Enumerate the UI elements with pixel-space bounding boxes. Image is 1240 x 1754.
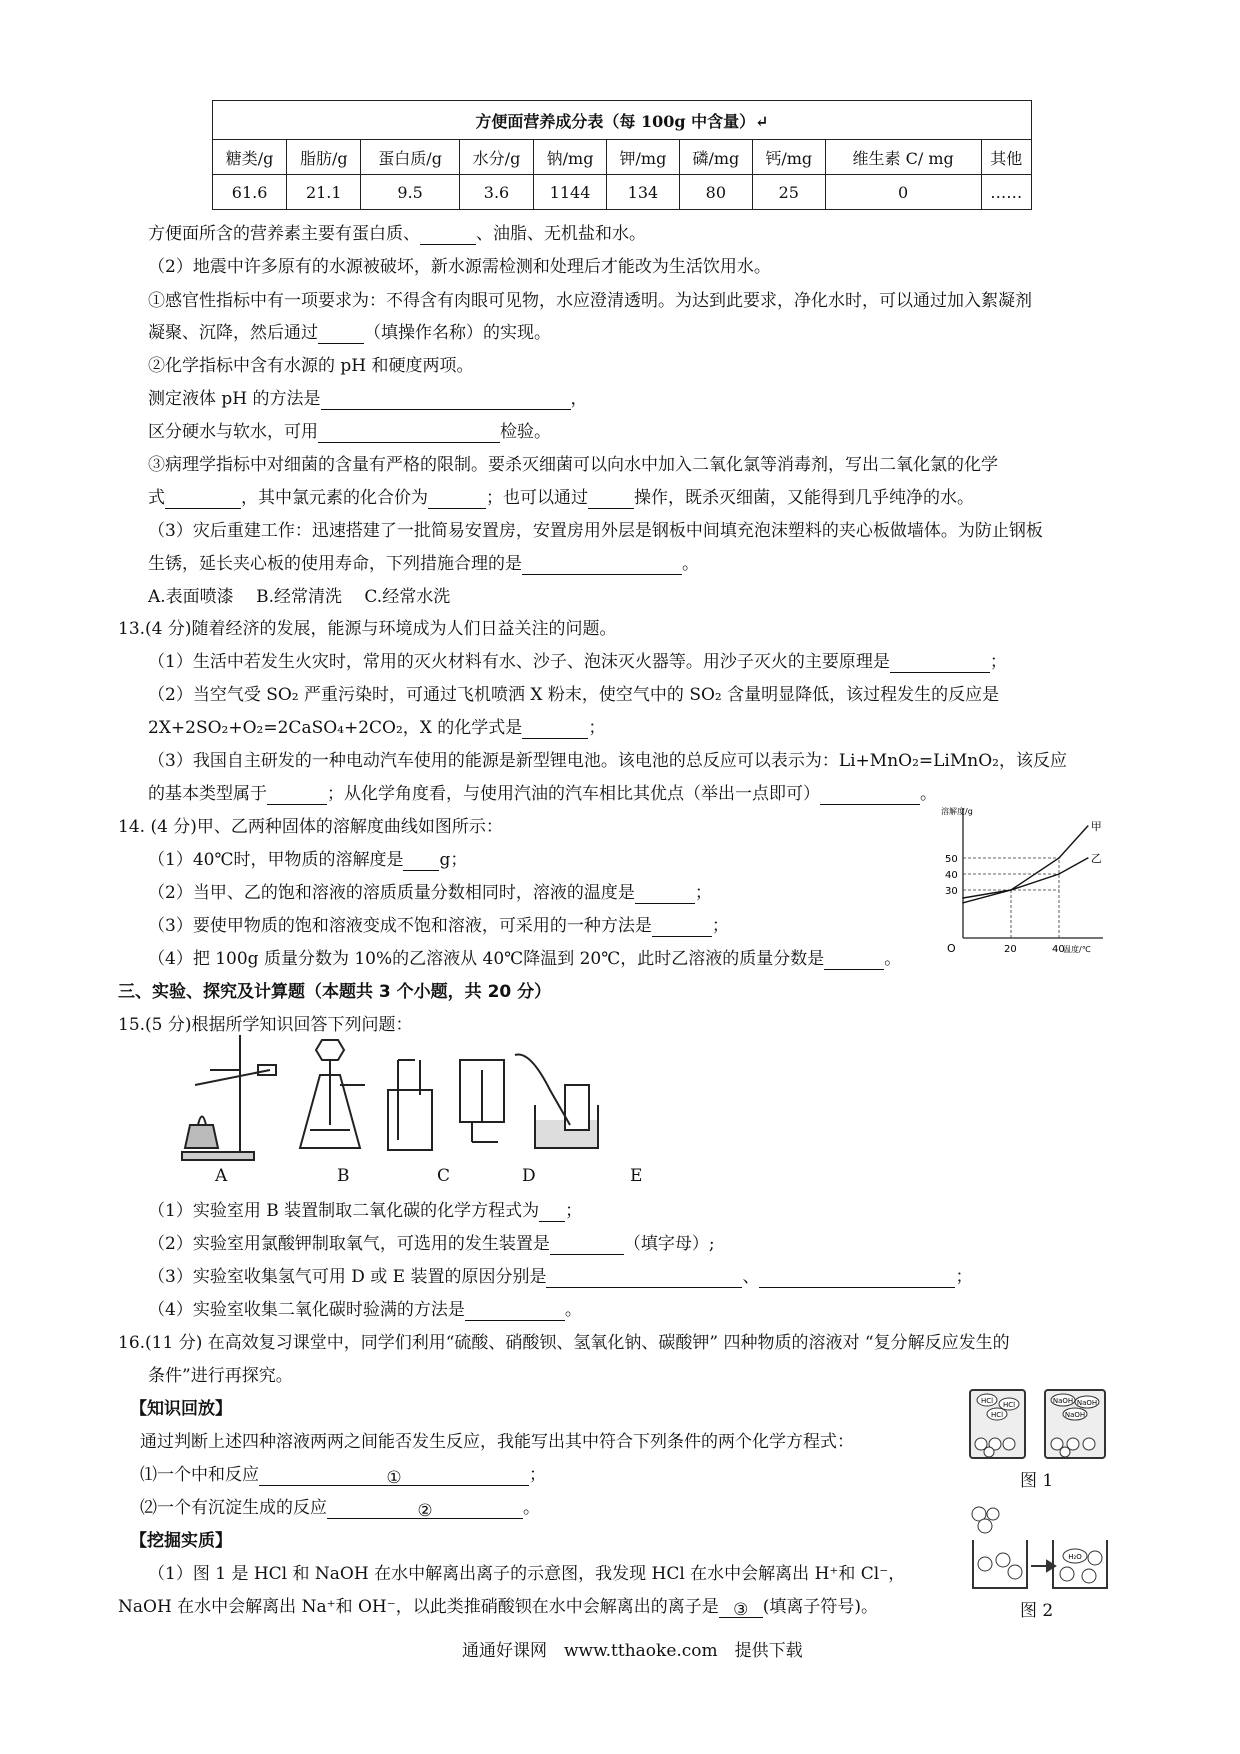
series-line-0 <box>963 826 1088 903</box>
table-header: 糖类/g <box>213 140 287 175</box>
text-line: （2）当甲、乙的饱和溶液的溶质质量分数相同时，溶液的温度是 ； <box>148 883 712 903</box>
question-15: 15.(5 分)根据所学知识回答下列问题： <box>118 1015 413 1035</box>
question-13: 13.(4 分)随着经济的发展，能源与环境成为人们日益关注的问题。 <box>118 619 617 639</box>
table-cell: 0 <box>825 175 981 210</box>
text-line: （4）把 100g 质量分数为 10%的乙溶液从 40℃降温到 20℃，此时乙溶液的质量分数是 。 <box>148 949 902 969</box>
text-line: （1）图 1 是 HCl 和 NaOH 在水中解离出离子的示意图，我发现 HCl 在水中会解离出 H⁺和 Cl⁻， <box>148 1564 906 1584</box>
text-line: 的基本类型属于 ；从化学角度看，与使用汽油的汽车相比其优点（举出一点即可） 。 <box>148 784 937 804</box>
table-header: 钠/mg <box>534 140 607 175</box>
series-line-1 <box>963 858 1088 898</box>
apparatus-d <box>460 1060 504 1142</box>
y-tick-label: 50 <box>945 854 958 865</box>
y-tick-label: 30 <box>945 886 958 897</box>
text-line: （2）实验室用氯酸钾制取氧气，可选用的发生装置是 （填字母）; <box>148 1234 715 1254</box>
text-line: （3）我国自主研发的一种电动汽车使用的能源是新型锂电池。该电池的总反应可以表示为：Li+MnO₂=LiMnO₂，该反应 <box>148 751 1067 771</box>
table-cell: 25 <box>752 175 825 210</box>
text-line: 凝聚、沉降，然后通过 （填操作名称）的实现。 <box>148 323 551 343</box>
figure-2-caption: 图 2 <box>1020 1601 1054 1621</box>
series-point-1 <box>1087 857 1089 859</box>
table-cell: 21.1 <box>287 175 361 210</box>
table-header: 钙/mg <box>752 140 825 175</box>
label-c: C <box>437 1166 451 1186</box>
text-line: 式 ，其中氯元素的化合价为 ；也可以通过 操作，既杀灭细菌，又能得到几乎纯净的水。 <box>148 488 974 508</box>
table-cell: 80 <box>679 175 752 210</box>
fig1-naoh-label: NaOH <box>1064 1411 1086 1419</box>
section-essence: 【挖掘实质】 <box>130 1531 232 1551</box>
y-tick-label: 40 <box>945 870 958 881</box>
table-cell: 9.5 <box>361 175 460 210</box>
label-e: E <box>630 1166 643 1186</box>
table-cell: 61.6 <box>213 175 287 210</box>
table-cell: 134 <box>606 175 679 210</box>
series-label-0: 甲 <box>1090 820 1102 833</box>
text-line: 条件”进行再探究。 <box>148 1366 293 1386</box>
text-line: ⑵一个有沉淀生成的反应 ② 。 <box>140 1498 540 1521</box>
text-line: （3）实验室收集氢气可用 D 或 E 装置的原因分别是 、 ； <box>148 1267 973 1287</box>
text-line: （3）要使甲物质的饱和溶液变成不饱和溶液，可采用的一种方法是 ； <box>148 916 729 936</box>
text-line: ③病理学指标中对细菌的含量有严格的限制。要杀灭细菌可以向水中加入二氧化氯等消毒剂，写出二氧化氯的化学 <box>148 455 998 475</box>
solubility-chart <box>935 800 1135 960</box>
fig2-h2o-label: H₂O <box>1068 1553 1082 1561</box>
series-point-1 <box>962 897 964 899</box>
apparatus-b <box>300 1040 365 1148</box>
series-point-0 <box>962 902 964 904</box>
table-cell: 3.6 <box>459 175 533 210</box>
text-line: 方便面所含的营养素主要有蛋白质、 、油脂、无机盐和水。 <box>148 224 646 244</box>
series-point-0 <box>1087 825 1089 827</box>
chart-group <box>941 806 1103 955</box>
series-point-0 <box>1058 857 1060 859</box>
fig1-hcl-label: HCl <box>980 1397 994 1405</box>
fig1-hcl-label: HCl <box>1002 1401 1016 1409</box>
table-header: 其他 <box>981 140 1031 175</box>
text-line: （1）实验室用 B 装置制取二氧化碳的化学方程式为 ； <box>148 1201 583 1221</box>
footer: 通通好课网 www.tthaoke.com 提供下载 <box>462 1641 803 1661</box>
table-cell: 1144 <box>534 175 607 210</box>
question-14: 14. (4 分)甲、乙两种固体的溶解度曲线如图所示： <box>118 817 503 837</box>
text-line: 测定液体 pH 的方法是 ， <box>148 389 588 409</box>
series-point-1 <box>1010 889 1012 891</box>
fig1-naoh-label: NaOH <box>1052 1397 1074 1405</box>
series-label-1: 乙 <box>1090 852 1102 865</box>
text-line: ②化学指标中含有水源的 pH 和硬度两项。 <box>148 356 474 376</box>
figure-1 <box>965 1380 1115 1460</box>
fig1-naoh-label: NaOH <box>1076 1399 1098 1407</box>
table-header: 蛋白质/g <box>361 140 460 175</box>
text-line: （4）实验室收集二氧化碳时验满的方法是 。 <box>148 1300 582 1320</box>
x-tick-label: 20 <box>1004 944 1017 955</box>
text-line: 生锈，延长夹心板的使用寿命，下列措施合理的是 。 <box>148 554 699 574</box>
text-line: （1）40℃时，甲物质的溶解度是 g； <box>148 850 468 870</box>
text-line: NaOH 在水中会解离出 Na⁺和 OH⁻，以此类推硝酸钡在水中会解离出的离子是 ③ (填离子符号)。 <box>118 1597 878 1620</box>
text-line: 通过判断上述四种溶液两两之间能否发生反应，我能写出其中符合下列条件的两个化学方程式： <box>140 1432 854 1452</box>
figure-1-caption: 图 1 <box>1020 1471 1054 1491</box>
origin-label: O <box>947 942 956 955</box>
lab-apparatus-figure <box>170 1030 600 1170</box>
x-axis-label: 温度/℃ <box>1063 945 1091 954</box>
table-header: 脂肪/g <box>287 140 361 175</box>
table-header: 水分/g <box>459 140 533 175</box>
table-header: 维生素 C/ mg <box>825 140 981 175</box>
text-line: （3）灾后重建工作：迅速搭建了一批简易安置房，安置房用外层是钢板中间填充泡沫塑料的夹心板做墙体。为防止钢板 <box>148 521 1043 541</box>
text-line: 区分硬水与软水，可用 检验。 <box>148 422 551 442</box>
table-header-row <box>213 140 1032 175</box>
question-16: 16.(11 分) 在高效复习课堂中，同学们利用“硫酸、硝酸钡、氢氧化钠、碳酸钾” 四种物质的溶液对 “复分解反应发生的 <box>118 1333 1010 1353</box>
label-b: B <box>337 1166 350 1186</box>
text-line: A.表面喷漆 B.经常清洗 C.经常水洗 <box>148 587 451 607</box>
table-cell: …… <box>981 175 1031 210</box>
x-tick-label: 40 <box>1052 944 1065 955</box>
figure-2 <box>965 1500 1115 1590</box>
section-heading: 三、实验、探究及计算题（本题共 3 个小题，共 20 分） <box>118 982 552 1002</box>
apparatus-e <box>515 1054 598 1148</box>
section-knowledge: 【知识回放】 <box>130 1399 232 1419</box>
text-line: 2X+2SO₂+O₂=2CaSO₄+2CO₂，X 的化学式是 ； <box>148 718 606 738</box>
text-line: （2）当空气受 SO₂ 严重污染时，可通过飞机喷洒 X 粉末，使空气中的 SO₂ 含量明显降低，该过程发生的反应是 <box>148 685 1000 705</box>
table-header: 磷/mg <box>679 140 752 175</box>
text-line: ⑴一个中和反应 ① ； <box>140 1465 546 1488</box>
label-d: D <box>522 1166 536 1186</box>
table-header: 钾/mg <box>606 140 679 175</box>
text-line: ①感官性指标中有一项要求为：不得含有肉眼可见物，水应澄清透明。为达到此要求，净化水时，可以通过加入絮凝剂 <box>148 291 1032 311</box>
table-title: 方便面营养成分表（每 100g 中含量）↵ <box>213 101 1032 140</box>
series-point-1 <box>1058 873 1060 875</box>
apparatus-c <box>388 1060 432 1150</box>
nutrition-table <box>212 100 1032 210</box>
table-row <box>213 175 1032 210</box>
y-axis-label: 溶解度/g <box>941 807 973 816</box>
apparatus-a <box>182 1035 276 1160</box>
label-a: A <box>215 1166 228 1186</box>
text-line: （1）生活中若发生火灾时，常用的灭火材料有水、沙子、泡沫灭火器等。用沙子灭火的主要原理是 ； <box>148 652 1007 672</box>
fig1-hcl-label: HCl <box>990 1411 1004 1419</box>
text-line: （2）地震中许多原有的水源被破坏，新水源需检测和处理后才能改为生活饮用水。 <box>148 257 771 277</box>
